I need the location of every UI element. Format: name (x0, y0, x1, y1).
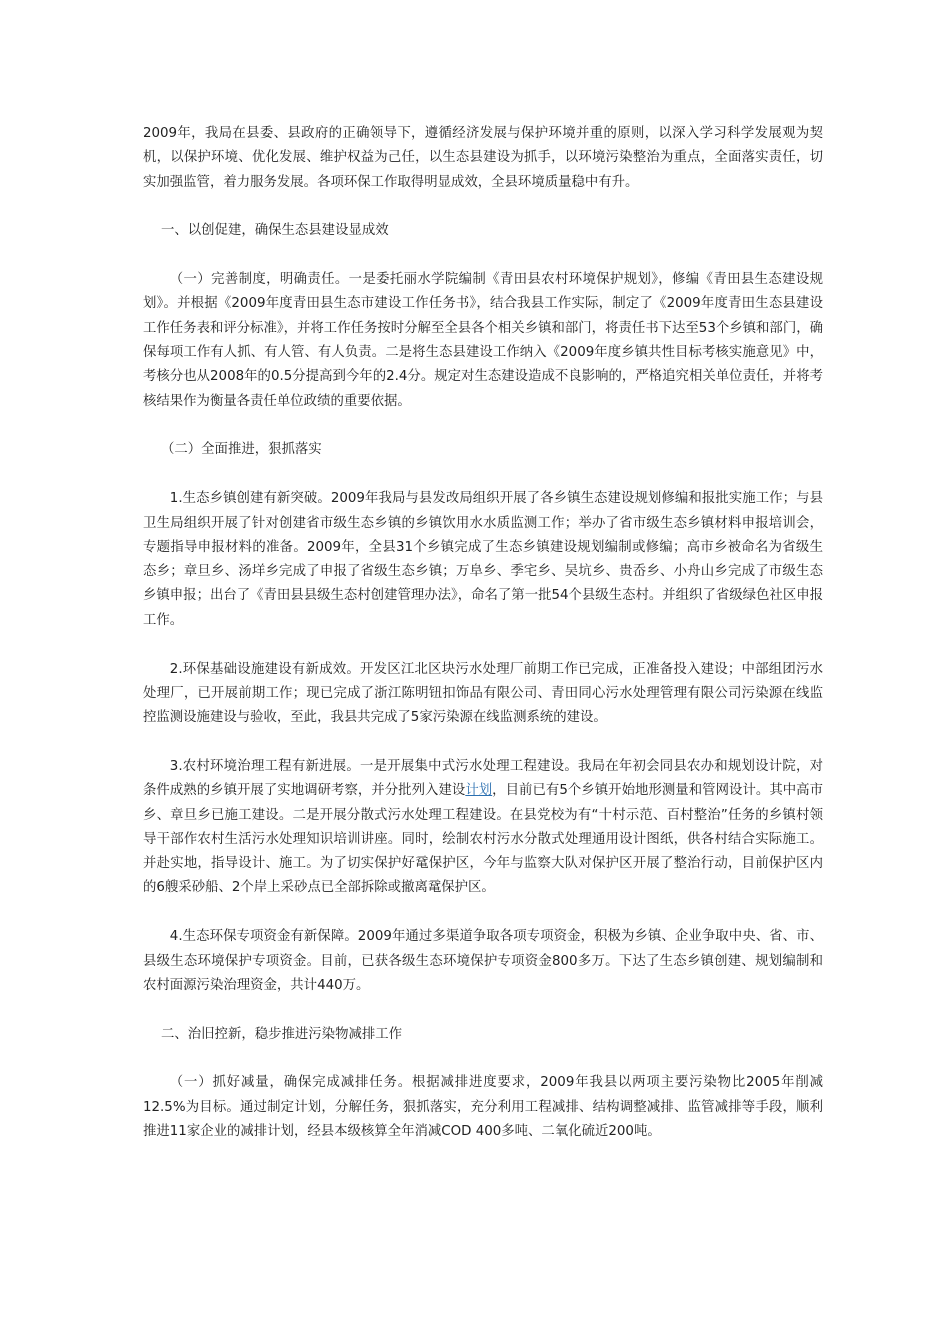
section-2-paragraph-1: （一）抓好减量，确保完成减排任务。根据减排进度要求，2009年我县以两项主要污染物比2005年削减12.5%为目标。通过制定计划，分解任务，狠抓落实，充分利用工程减排、结构调整减排、监管减排等手段，顺利推进11家企业的减排计划，经县本级核算全年消减COD 400多吨、二氧化硫近200吨。 (143, 1075, 823, 1139)
item-3-text-end: ，目前已有5个乡镇开始地形测量和管网设计。其中高市乡、章旦乡已施工建设。二是开展分散式污水处理工程建设。在县党校为有“十村示范、百村整治”任务的乡镇村领导干部作农村生活污水处理知识培训讲座。同时，绘制农村污水分散式处理通用设计图纸，供各村结合实际施工。并赴实地，指导设计、施工。为了切实保护好鼋保护区，今年与监察大队对保护区开展了整治行动，目前保护区内的6艘采砂船、2个岸上采砂点已全部拆除或撤离鼋保护区。 (143, 783, 823, 896)
spacer (143, 633, 823, 658)
intro-paragraph: 2009年，我局在县委、县政府的正确领导下，遵循经济发展与保护环境并重的原则，以深入学习科学发展观为契机，以保护环境、优化发展、维护权益为己任，以生态县建设为抓手，以环境污染整治为重点，全面落实责任，切实加强监管，着力服务发展。各项环保工作取得明显成效，全县环境质量稳中有升。 (143, 126, 823, 190)
spacer (143, 730, 823, 755)
spacer (143, 463, 823, 488)
section-2-heading: 二、治旧控新，稳步推进污染物减排工作 (161, 1026, 403, 1042)
spacer (143, 195, 823, 220)
item-3-paragraph (143, 755, 823, 901)
spacer (143, 244, 823, 269)
spacer (143, 414, 823, 439)
section-1-subheading-2: （二）全面推进，狠抓落实 (161, 442, 322, 458)
section-1-paragraph-1: （一）完善制度，明确责任。一是委托丽水学院编制《青田县农村环境保护规划》，修编《青田县生态建设规划》。并根据《2009年度青田县生态市建设工作任务书》，结合我县工作实际，制定了《2009年度青田生态县建设工作任务表和评分标准》，并将工作任务按时分解至全县各个相关乡镇和部门，将责任书下达至53个乡镇和部门，确保每项工作有人抓、有人管、有人负责。二是将生态县建设工作纳入《2009年度乡镇共性目标考核实施意见》中，考核分也从2008年的0.5分提高到今年的2.4分。规定对生态建设造成不良影响的，严格追究相关单位责任，并将考核结果作为衡量各责任单位政绩的重要依据。 (143, 272, 823, 409)
item-2-paragraph: 2.环保基础设施建设有新成效。开发区江北区块污水处理厂前期工作已完成，正准备投入建设；中部组团污水处理厂，已开展前期工作；现已完成了浙江陈明钮扣饰品有限公司、青田同心污水处理管理有限公司污染源在线监控监测设施建设与验收，至此，我县共完成了5家污染源在线监测系统的建设。 (143, 661, 823, 726)
item-3-text-start: 3.农村环境治理工程有新进展。一是开展集中式污水处理工程建设。我局在年初会同县农办和规划设计院，对条件成熟的乡镇开展了实地调研考察，并分批列入建设 (143, 758, 823, 799)
document-body (143, 122, 823, 1144)
plan-link[interactable]: 计划 (465, 783, 493, 799)
spacer (143, 1047, 823, 1072)
item-1-paragraph: 1.生态乡镇创建有新突破。2009年我局与县发改局组织开展了各乡镇生态建设规划修编和报批实施工作；与县卫生局组织开展了针对创建省市级生态乡镇的乡镇饮用水水质监测工作；举办了省市级生态乡镇材料申报培训会，专题指导申报材料的准备。2009年，全县31个乡镇完成了生态乡镇建设规划编制或修编；高市乡被命名为省级生态乡；章旦乡、汤垟乡完成了申报了省级生态乡镇；万阜乡、季宅乡、吴坑乡、贵岙乡、小舟山乡完成了市级生态乡镇申报；出台了《青田县县级生态村创建管理办法》，命名了第一批54个县级生态村。并组织了省级绿色社区申报工作。 (143, 491, 823, 628)
item-4-paragraph: 4.生态环保专项资金有新保障。2009年通过多渠道争取各项专项资金，积极为乡镇、企业争取中央、省、市、县级生态环境保护专项资金。目前，已获各级生态环境保护专项资金800多万。下达了生态乡镇创建、规划编制和农村面源污染治理资金，共计440万。 (143, 929, 823, 993)
spacer (143, 998, 823, 1023)
spacer (143, 901, 823, 926)
section-1-heading: 一、以创促建，确保生态县建设显成效 (161, 223, 389, 239)
